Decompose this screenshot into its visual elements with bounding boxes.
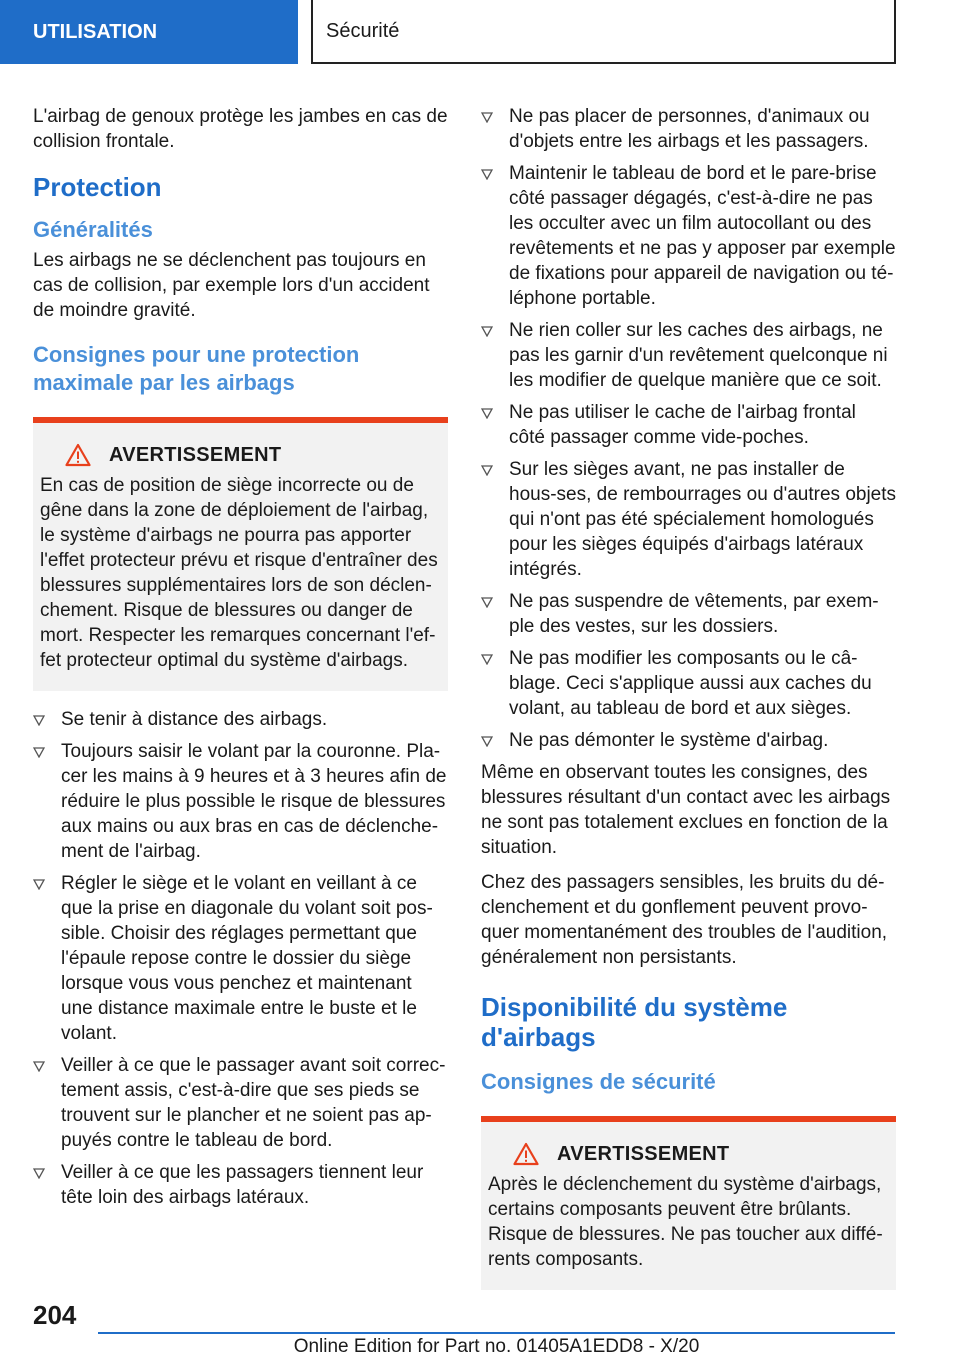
warning-title: AVERTISSEMENT xyxy=(557,1142,730,1165)
list-item xyxy=(481,104,896,154)
list-item-text: Se tenir à distance des airbags. xyxy=(61,709,328,730)
paragraph-generalites: Les airbags ne se déclenchent pas toujours en cas de collision, par exemple lors d'un accident de moindre gravité. xyxy=(33,250,430,321)
warning-triangle-icon xyxy=(65,443,91,467)
warning-text: En cas de position de siège incorrecte ou de gêne dans la zone de déploiement de l'airbag, le système d'airbags ne pourra pas apporter l'effet protecteur prévu et risque d'entraîner des blessures supplémentaires lors de son déclen-chement. Risque de blessures ou danger de mort. Respecter les remarques concernant l'ef-fet protecteur optimal du système d'airbags. xyxy=(40,475,438,671)
heading-protection: Protection xyxy=(33,172,162,202)
list-item xyxy=(481,457,896,582)
intro-paragraph: L'airbag de genoux protège les jambes en cas de collision frontale. xyxy=(33,106,448,152)
list-item-text: Ne pas utiliser le cache de l'airbag frontal côté passager comme vide-poches. xyxy=(509,402,856,448)
list-item-text: Ne pas modifier les composants ou le câ-blage. Ceci s'applique aussi aux caches du volant, au tableau de bord et aux sièges. xyxy=(509,648,872,719)
list-item xyxy=(481,589,896,639)
triangle-bullet-icon xyxy=(481,736,493,747)
section-title: UTILISATION xyxy=(0,0,298,64)
right-column xyxy=(481,104,896,1306)
paragraph-sensitive: Chez des passagers sensibles, les bruits du dé-clenchement et du gonflement peuvent provo-quer momentanément des troubles de l'audition, généralement non persistants. xyxy=(481,872,888,968)
list-item xyxy=(481,318,896,393)
footer-edition: Online Edition for Part no. 01405A1EDD8 - X/20 xyxy=(293,1336,700,1357)
triangle-bullet-icon xyxy=(481,112,493,123)
triangle-bullet-icon xyxy=(33,879,45,890)
list-item-text: Régler le siège et le volant en veillant à ce que la prise en diagonale du volant soit pos-sible. Choisir des réglages permettant que l'épaule repose contre le dossier du siège lorsque vous vous penchez et maintenant une distance maximale entre le buste et le volant. xyxy=(61,873,433,1044)
heading-securite: Consignes de sécurité xyxy=(481,1069,716,1094)
list-item-text: Veiller à ce que les passagers tiennent leur tête loin des airbags latéraux. xyxy=(61,1162,424,1208)
triangle-bullet-icon xyxy=(481,408,493,419)
list-item xyxy=(33,739,448,864)
warning-triangle-icon xyxy=(513,1142,539,1166)
warning-header xyxy=(40,443,441,467)
bullet-list xyxy=(33,707,448,1210)
triangle-bullet-icon xyxy=(33,1061,45,1072)
list-item xyxy=(481,646,896,721)
triangle-bullet-icon xyxy=(33,1168,45,1179)
list-item-text: Maintenir le tableau de bord et le pare-brise côté passager dégagés, c'est-à-dire ne pas les occulter avec un film autocollant ou des revêtements et ne pas y apposer par exemple de fixations pour appareil de navigation ou té-léphone portable. xyxy=(509,163,896,309)
list-item-text: Ne pas placer de personnes, d'animaux ou d'objets entre les airbags et les passagers. xyxy=(509,106,870,152)
list-item xyxy=(481,728,896,753)
list-item xyxy=(33,1053,448,1153)
paragraph-injuries: Même en observant toutes les consignes, des blessures résultant d'un contact avec les airbags ne sont pas totalement exclues en fonction de la situation. xyxy=(481,762,891,858)
list-item-text: Ne pas suspendre de vêtements, par exem-ple des vestes, sur les dossiers. xyxy=(509,591,879,637)
warning-text: Après le déclenchement du système d'airbags, certains composants peuvent être brûlants. Risque de blessures. Ne pas toucher aux diffé-rents composants. xyxy=(488,1174,883,1270)
triangle-bullet-icon xyxy=(481,597,493,608)
list-item-text: Veiller à ce que le passager avant soit correc-tement assis, c'est-à-dire que ses pieds se trouvent sur le plancher et ne soient pas ap-puyés contre le tableau de bord. xyxy=(61,1055,446,1151)
chapter-title: Sécurité xyxy=(311,0,896,64)
bullet-list xyxy=(481,104,896,753)
list-item xyxy=(33,707,448,732)
heading-consignes: Consignes pour une protection maximale par les airbags xyxy=(33,342,360,395)
list-item xyxy=(33,1160,448,1210)
triangle-bullet-icon xyxy=(481,326,493,337)
list-item-text: Toujours saisir le volant par la couronne. Pla-cer les mains à 9 heures et à 3 heures afin de réduire le plus possible le risque de blessures aux mains ou aux bras en cas de déclenche-ment de l'airbag. xyxy=(61,741,447,862)
triangle-bullet-icon xyxy=(481,654,493,665)
list-item-text: Ne pas démonter le système d'airbag. xyxy=(509,730,829,751)
triangle-bullet-icon xyxy=(33,715,45,726)
list-item xyxy=(481,400,896,450)
heading-disponibilite: Disponibilité du système d'airbags xyxy=(481,992,788,1052)
list-item xyxy=(481,161,896,311)
warning-header xyxy=(488,1142,889,1166)
triangle-bullet-icon xyxy=(33,747,45,758)
left-column xyxy=(33,104,448,1217)
list-item-text: Ne rien coller sur les caches des airbags, ne pas les garnir d'un revêtement quelconque ni les modifier de quelque manière que ce soit. xyxy=(509,320,888,391)
page-number: 204 xyxy=(33,1300,77,1330)
triangle-bullet-icon xyxy=(481,465,493,476)
triangle-bullet-icon xyxy=(481,169,493,180)
warning-box xyxy=(481,1116,896,1290)
list-item xyxy=(33,871,448,1046)
page-header xyxy=(0,0,960,66)
warning-box xyxy=(33,417,448,691)
warning-title: AVERTISSEMENT xyxy=(109,443,282,466)
list-item-text: Sur les sièges avant, ne pas installer de hous-ses, de rembourrages ou d'autres objets qui n'ont pas été spécialement homologués pour les sièges équipés d'airbags latéraux intégrés. xyxy=(509,459,897,580)
heading-generalites: Généralités xyxy=(33,217,153,242)
footer-divider xyxy=(98,1332,895,1334)
